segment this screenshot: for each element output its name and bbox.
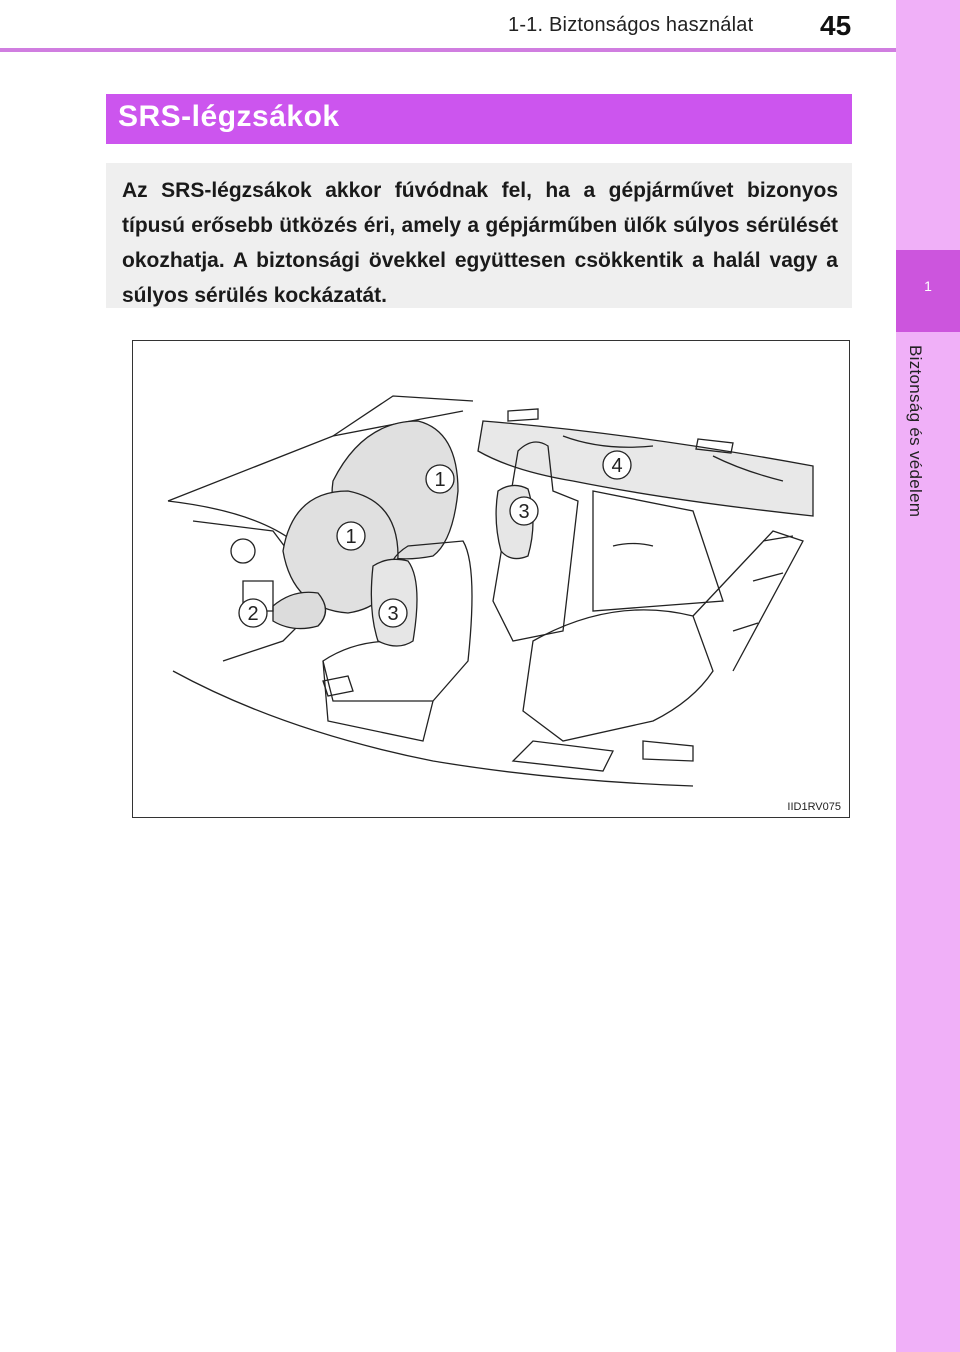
chapter-header-title: 1-1. Biztonságos használat [508, 14, 754, 36]
callout-1-upper-label: 1 [434, 469, 446, 491]
side-tab-chapter-number: 1 [924, 278, 932, 294]
car-interior-lines [168, 396, 813, 786]
page-number: 45 [820, 10, 852, 41]
callout-1-lower-label: 1 [345, 526, 357, 548]
callout-3-left-label: 3 [387, 603, 399, 625]
callout-2 [239, 599, 267, 627]
figure-code: IID1RV075 [787, 801, 841, 813]
airbag-illustration-drawing [133, 341, 851, 819]
header-rule [0, 48, 896, 52]
side-tab-chapter-label: Biztonság és védelem [906, 345, 925, 518]
callout-3-right [510, 497, 538, 525]
callout-2-label: 2 [247, 603, 259, 625]
callout-1-upper [426, 465, 454, 493]
callout-3-left [379, 599, 407, 627]
callout-3-right-label: 3 [518, 501, 530, 523]
callout-1-lower [337, 522, 365, 550]
airbag-illustration [132, 340, 850, 818]
callout-4-label: 4 [611, 455, 623, 477]
section-title: SRS-légzsákok [118, 100, 340, 133]
side-tab [896, 0, 960, 1352]
callout-4 [603, 451, 631, 479]
intro-text: Az SRS-légzsákok akkor fúvódnak fel, ha a gépjárművet bizonyos típusú erősebb ütközés éri, amely a gépjárműben ülők súlyos sérülését okozhatja. A biztonsági övekkel együttesen csökkentik a halál vagy a súlyos sérülés kockázatát. [122, 179, 838, 307]
